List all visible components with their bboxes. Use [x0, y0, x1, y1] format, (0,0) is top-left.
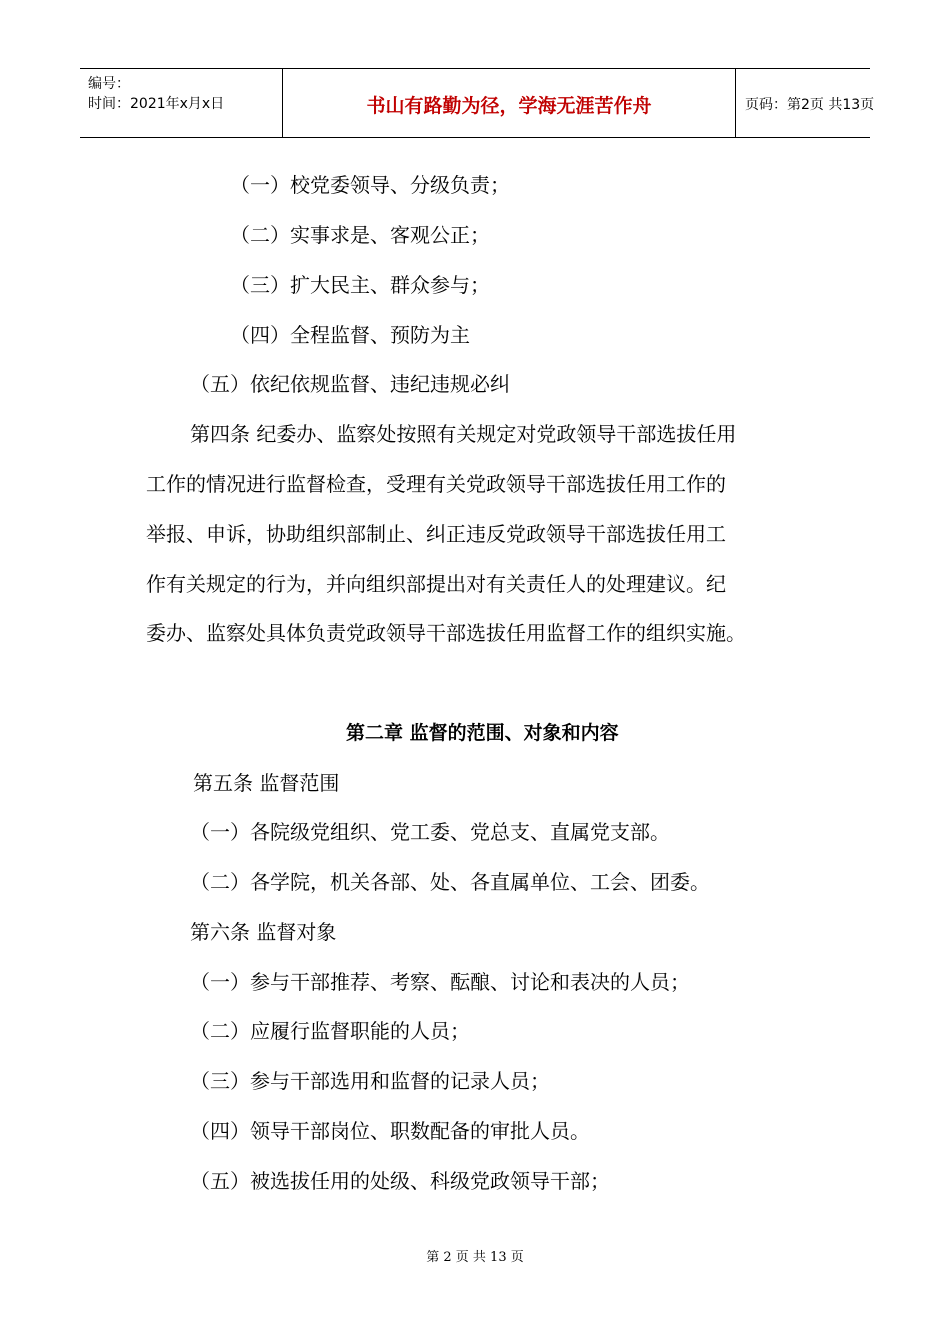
article-paragraph-line: 第四条 纪委办、监察处按照有关规定对党政领导干部选拔任用 [190, 422, 737, 446]
article-paragraph-line: 委办、监察处具体负责党政领导干部选拔任用监督工作的组织实施。 [146, 621, 746, 645]
clause-line: （一）参与干部推荐、考察、酝酿、讨论和表决的人员； [190, 970, 690, 994]
clause-line: （一）校党委领导、分级负责； [230, 173, 510, 197]
document-time-label: 时间：2021年x月x日 [88, 96, 225, 112]
header-slogan: 书山有路勤为径，学海无涯苦作舟 [366, 95, 652, 117]
clause-line: （四）领导干部岗位、职数配备的审批人员。 [190, 1119, 590, 1143]
header-page-cell [735, 69, 875, 137]
clause-line: （四）全程监督、预防为主 [230, 323, 470, 347]
page-footer: 第 2 页 共 13 页 [426, 1250, 524, 1265]
article-paragraph-line: 作有关规定的行为，并向组织部提出对有关责任人的处理建议。纪 [146, 572, 726, 596]
clause-line: （三）参与干部选用和监督的记录人员； [190, 1069, 550, 1093]
clause-line: （二）各学院，机关各部、处、各直属单位、工会、团委。 [190, 870, 710, 894]
chapter-heading: 第二章 监督的范围、对象和内容 [346, 722, 619, 744]
header-slogan-cell [282, 69, 736, 137]
clause-line: （二）应履行监督职能的人员； [190, 1019, 470, 1043]
clause-line: （三）扩大民主、群众参与； [230, 273, 490, 297]
article-paragraph-line: 工作的情况进行监督检查，受理有关党政领导干部选拔任用工作的 [146, 472, 726, 496]
header-info-cell [80, 69, 282, 137]
document-number-label: 编号： [88, 76, 130, 92]
header-page-info: 页码：第2页 共13页 [745, 97, 875, 113]
clause-line: （五）被选拔任用的处级、科级党政领导干部； [190, 1169, 610, 1193]
document-header [80, 68, 875, 138]
article-title: 第六条 监督对象 [190, 920, 337, 944]
clause-line: （五）依纪依规监督、违纪违规必纠 [190, 372, 510, 396]
article-title: 第五条 监督范围 [193, 771, 340, 795]
clause-line: （一）各院级党组织、党工委、党总支、直属党支部。 [190, 820, 670, 844]
article-paragraph-line: 举报、申诉，协助组织部制止、纠正违反党政领导干部选拔任用工 [146, 522, 726, 546]
clause-line: （二）实事求是、客观公正； [230, 223, 490, 247]
